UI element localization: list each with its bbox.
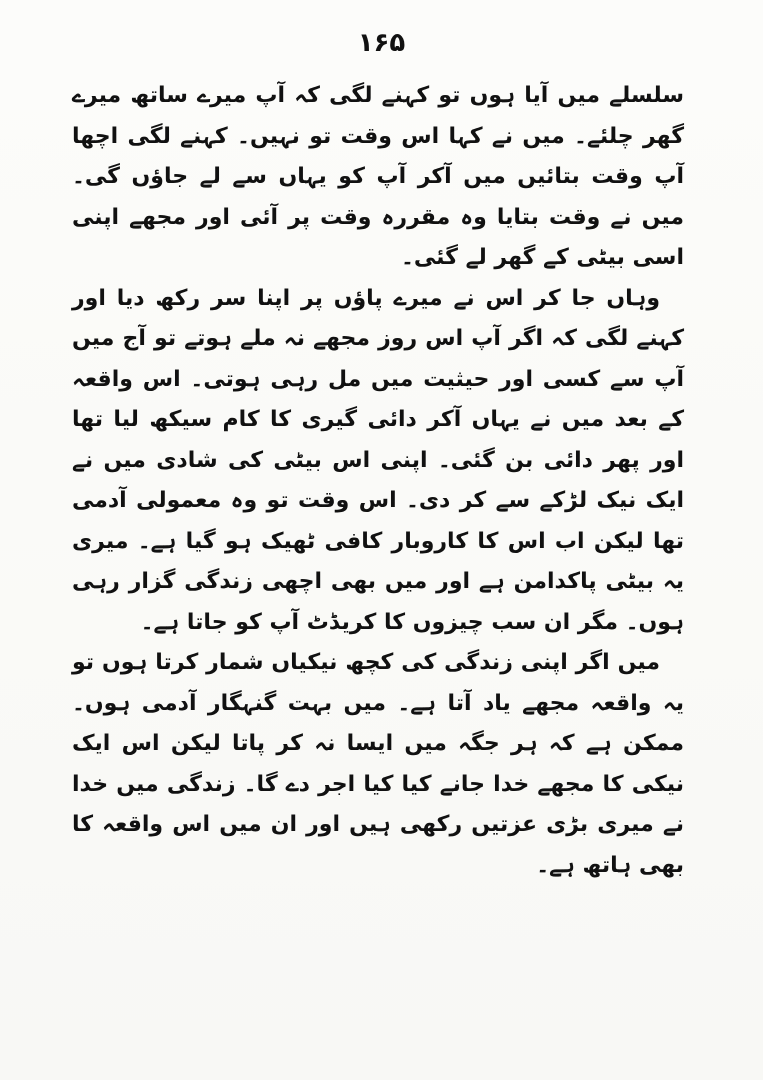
paragraph-2: وہاں جا کر اس نے میرے پاؤں پر اپنا سر رکھ دیا اور کہنے لگی کہ اگر آپ اس روز مجھے نہ ملے ہوتے تو آج میں آپ سے کسی اور حیثیت میں مل رہی ہوتی۔ اس واقعہ کے بعد میں نے یہاں آکر دائی گیری کا کام سیکھ لیا تھا اور پھر دائی بن گئی۔ اپنی اس بیٹی کی شادی میں نے ایک نیک لڑکے سے کر دی۔ اس وقت تو وہ معمولی آدمی تھا لیکن اب اس کا کاروبار کافی ٹھیک ہو گیا ہے۔ میری یہ بیٹی پاکدامن ہے اور میں بھی اچھی زندگی گزار رہی ہوں۔ مگر ان سب چیزوں کا کریڈٹ آپ کو جاتا ہے۔	[72, 285, 684, 635]
page-number: ۱۶۵	[357, 28, 406, 58]
paragraph-3: میں اگر اپنی زندگی کی کچھ نیکیاں شمار کرتا ہوں تو یہ واقعہ مجھے یاد آتا ہے۔ میں بہت گنہگار آدمی ہوں۔ ممکن ہے کہ ہر جگہ میں ایسا نہ کر پاتا لیکن اس ایک نیکی کا مجھے خدا جانے کیا کیا اجر دے گا۔ زندگی میں خدا نے میری بڑی عزتیں رکھی ہیں اور ان میں اس واقعہ کا بھی ہاتھ ہے۔	[72, 650, 684, 878]
paragraph-1: سلسلے میں آیا ہوں تو کہنے لگی کہ آپ میرے ساتھ میرے گھر چلئے۔ میں نے کہا اس وقت تو نہیں۔ کہنے لگی اچھا آپ وقت بتائیں میں آکر آپ کو یہاں سے لے جاؤں گی۔ میں نے وقت بتایا وہ مقررہ وقت پر آئی اور مجھے اپنی اسی بیٹی کے گھر لے گئی۔	[72, 83, 684, 270]
page-text	[72, 76, 684, 886]
